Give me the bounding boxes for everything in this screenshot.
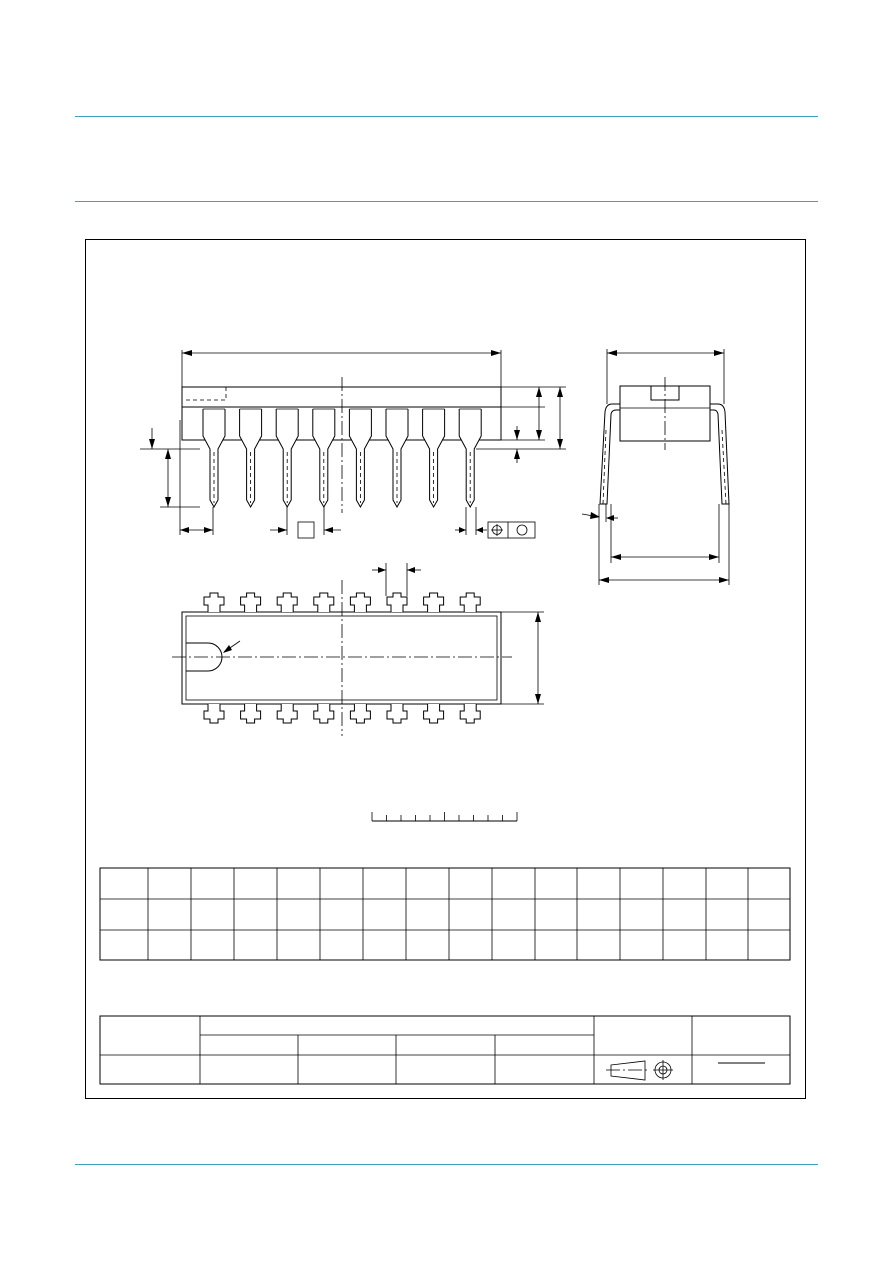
top-pin-lower: [460, 704, 480, 723]
top-pin-upper: [204, 593, 224, 612]
top-pin-lower: [350, 704, 370, 723]
front-pin: [276, 409, 298, 507]
top-view: [172, 563, 544, 736]
top-pin-lower: [204, 704, 224, 723]
top-pin-upper: [387, 593, 407, 612]
top-pin-upper: [277, 593, 297, 612]
projection-symbol-icon: [606, 1061, 650, 1080]
front-pin: [349, 409, 371, 507]
top-pin-upper: [460, 593, 480, 612]
side-view: [582, 349, 729, 585]
dimension-table: [100, 868, 790, 960]
top-pin-upper: [350, 593, 370, 612]
outline-version-table: [100, 1016, 790, 1084]
top-pin-upper: [314, 593, 334, 612]
front-pin: [423, 409, 445, 507]
top-pin-upper: [241, 593, 261, 612]
front-pin: [203, 409, 225, 507]
top-pin-lower: [241, 704, 261, 723]
datum-symbol-icon: [653, 1060, 673, 1080]
top-pin-lower: [387, 704, 407, 723]
front-pin: [459, 409, 481, 507]
top-pin-upper: [424, 593, 444, 612]
front-pin: [313, 409, 335, 507]
front-view: [140, 350, 566, 538]
front-pin: [240, 409, 262, 507]
top-pin-lower: [277, 704, 297, 723]
top-pin-lower: [424, 704, 444, 723]
top-pin-lower: [314, 704, 334, 723]
front-pin: [386, 409, 408, 507]
scale-bar: [372, 812, 517, 821]
